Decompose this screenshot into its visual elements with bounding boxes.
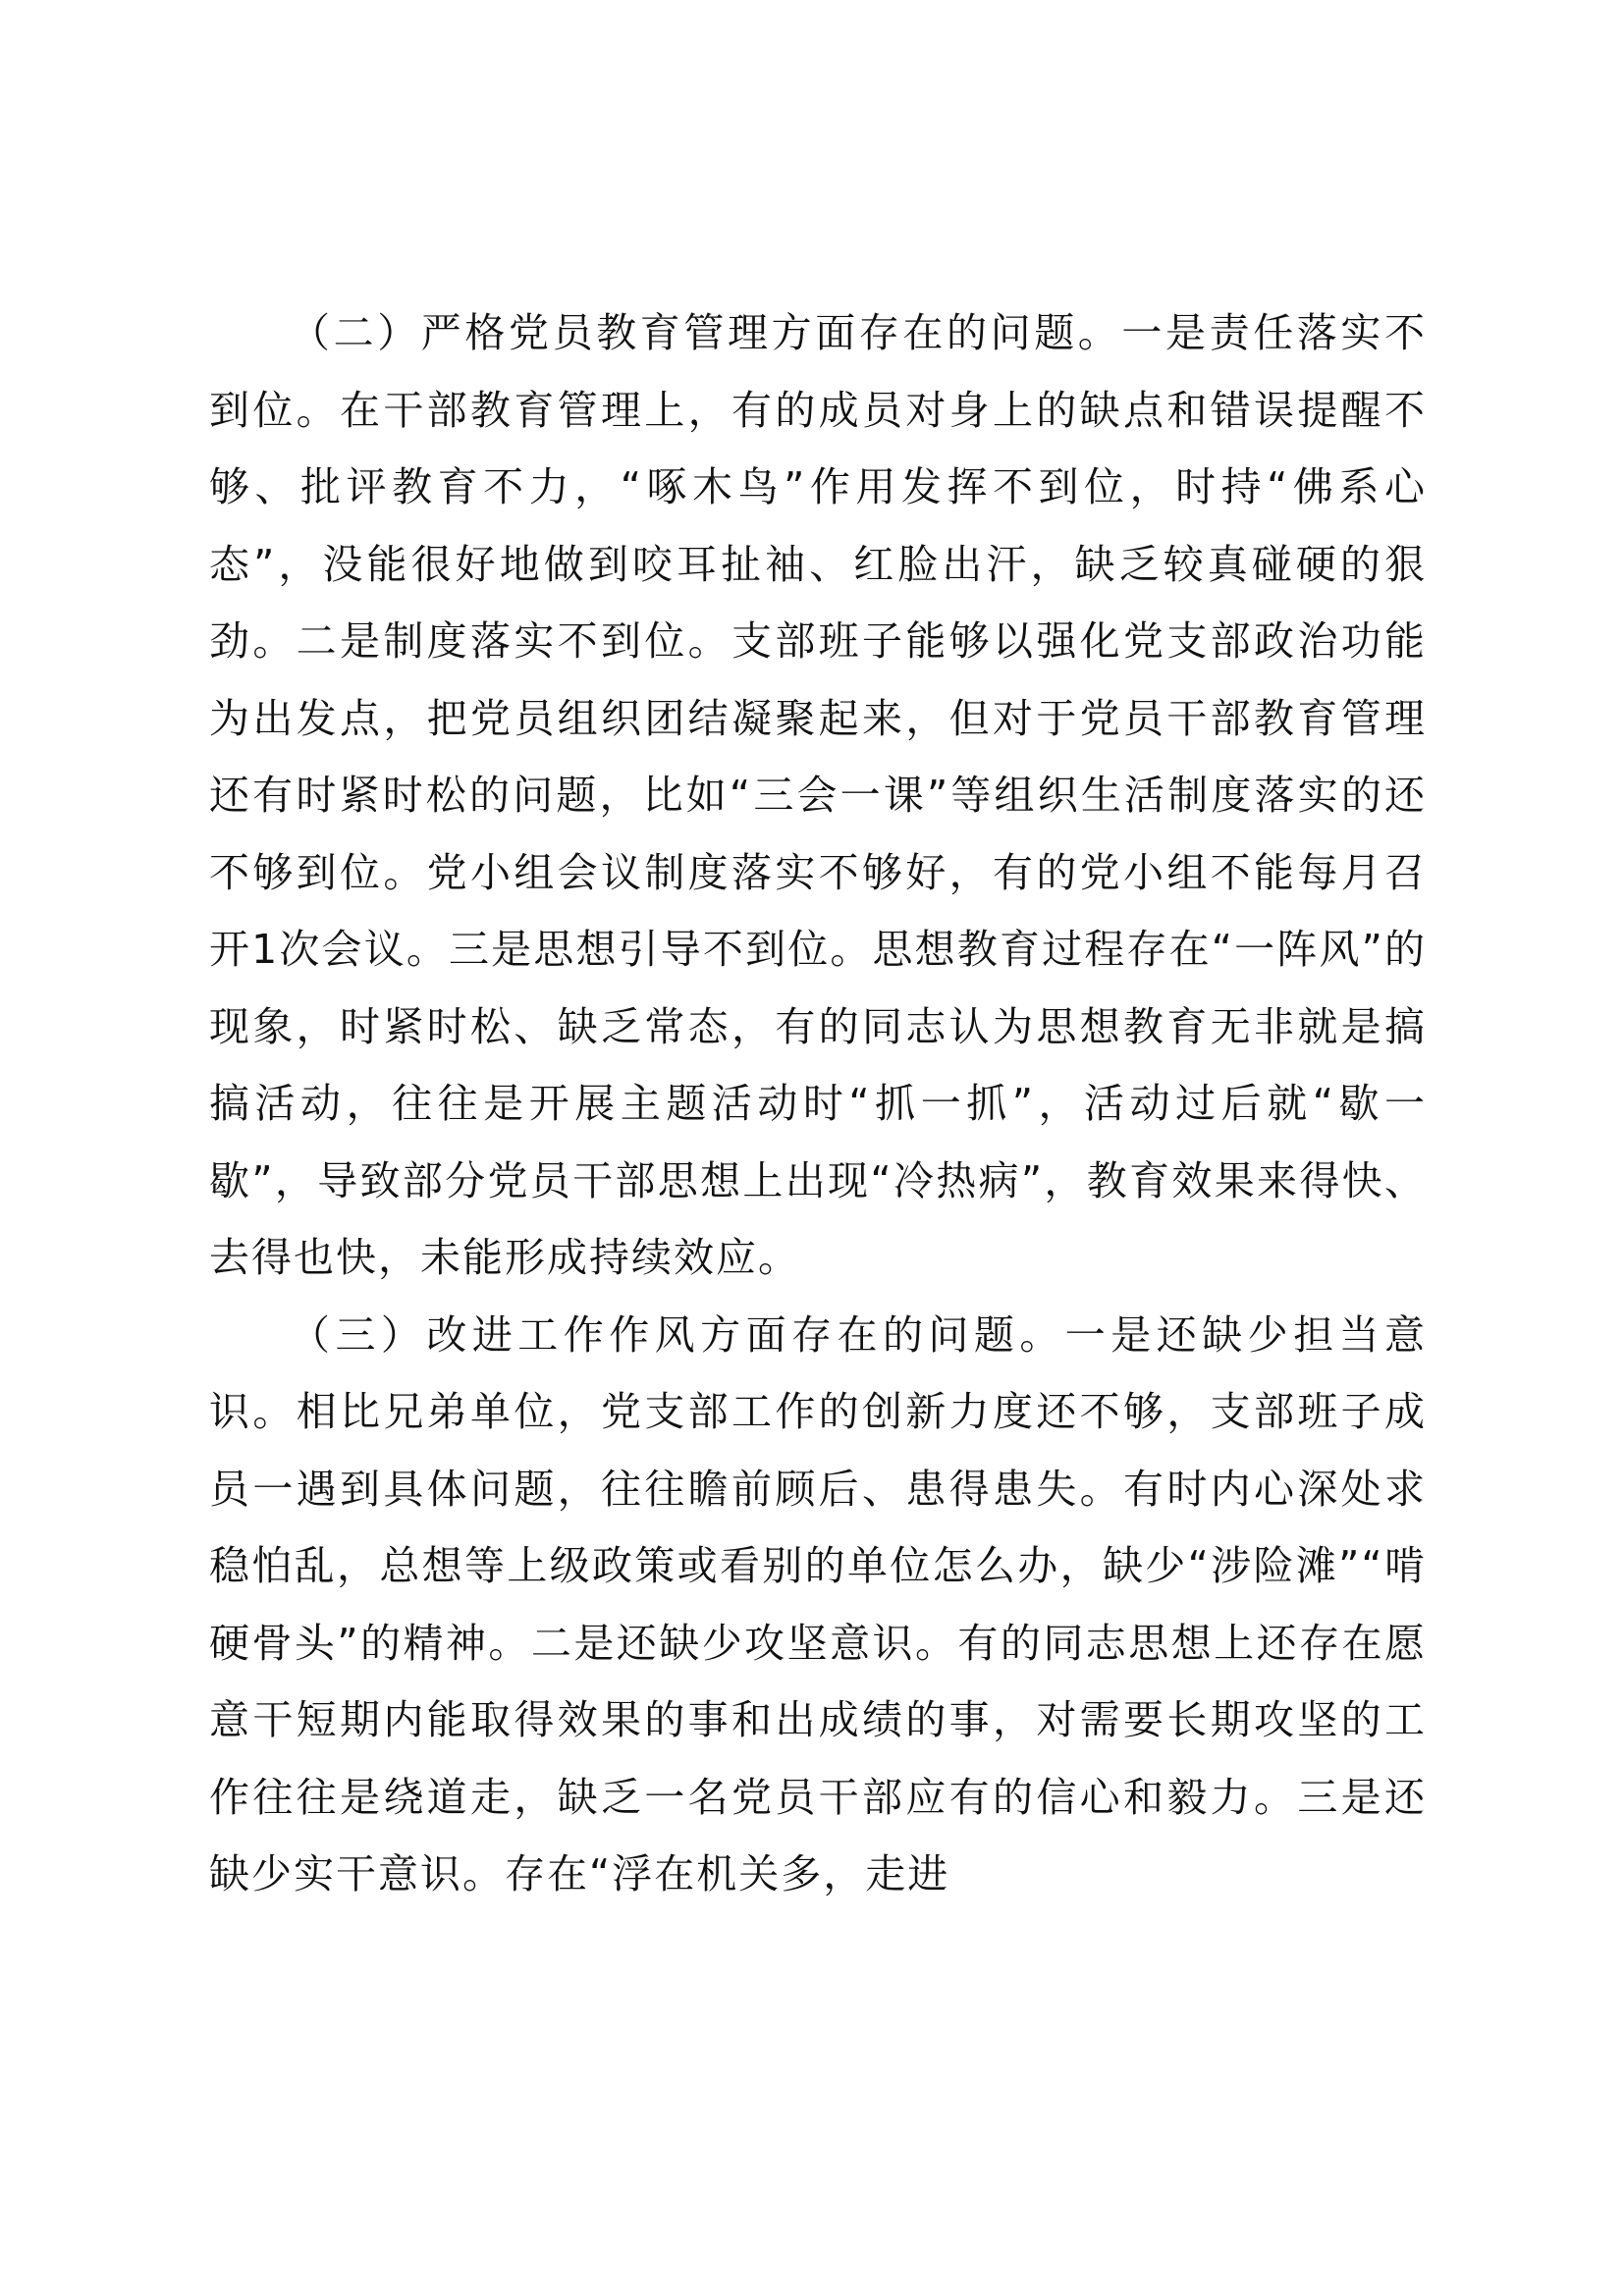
paragraph-party-member-education: （二）严格党员教育管理方面存在的问题。一是责任落实不到位。在干部教育管理上，有的成员对身上的缺点和错误提醒不够、批评教育不力，“啄木鸟”作用发挥不到位，时持“佛系心态”，没能很好地做到咬耳扯袖、红脸出汗，缺乏较真碰硬的狠劲。二是制度落实不到位。支部班子能够以强化党支部政治功能为出发点，把党员组织团结凝聚起来，但对于党员干部教育管理还有时紧时松的问题，比如“三会一课”等组织生活制度落实的还不够到位。党小组会议制度落实不够好，有的党小组不能每月召开1次会议。三是思想引导不到位。思想教育过程存在“一阵风”的现象，时紧时松、缺乏常态，有的同志认为思想教育无非就是搞搞活动，往往是开展主题活动时“抓一抓”，活动过后就“歇一歇”，导致部分党员干部思想上出现“冷热病”，教育效果来得快、去得也快，未能形成持续效应。 [209,309,1427,1281]
paragraph-work-style: （三）改进工作作风方面存在的问题。一是还缺少担当意识。相比兄弟单位，党支部工作的创新力度还不够，支部班子成员一遇到具体问题，往往瞻前顾后、患得患失。有时内心深处求稳怕乱，总想等上级政策或看别的单位怎么办，缺少“涉险滩”“啃硬骨头”的精神。二是还缺少攻坚意识。有的同志思想上还存在愿意干短期内能取得效果的事和出成绩的事，对需要长期攻坚的工作往往是绕道走，缺乏一名党员干部应有的信心和毅力。三是还缺少实干意识。存在“浮在机关多，走进 [209,1310,1427,1897]
document-body [209,294,1427,1913]
